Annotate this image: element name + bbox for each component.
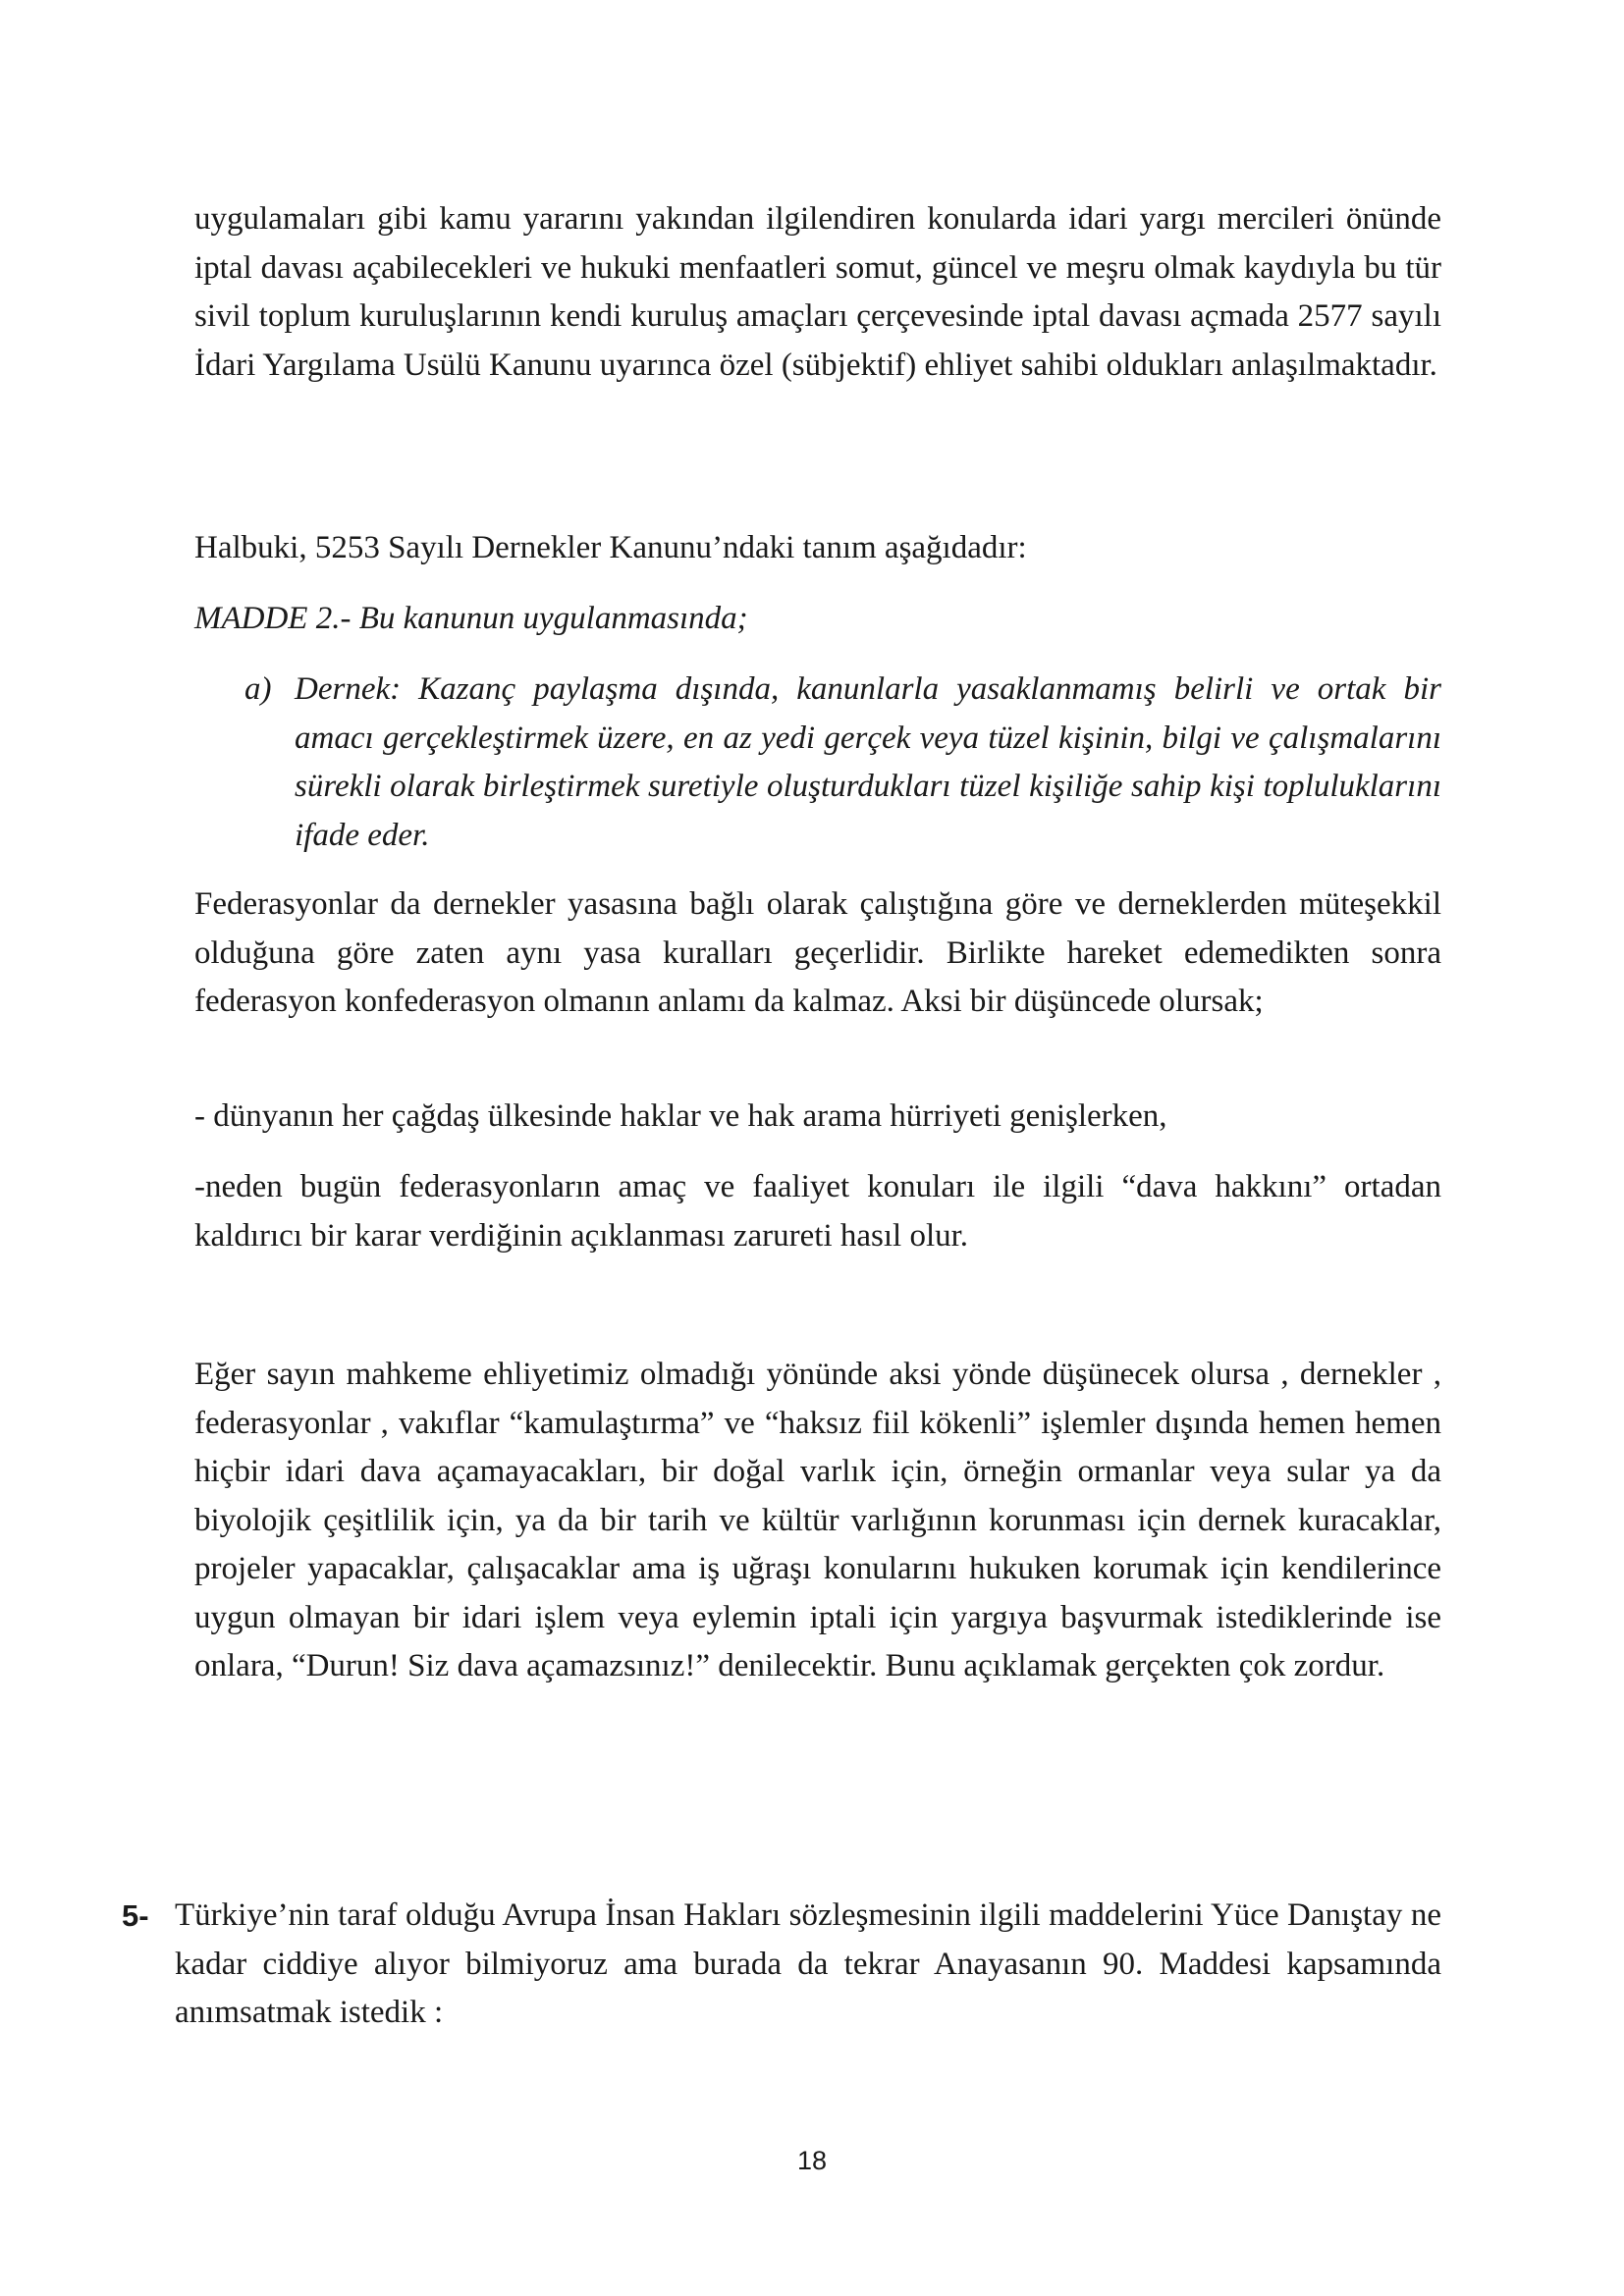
paragraph-federations: Federasyonlar da dernekler yasasına bağlı olarak çalıştığına göre ve derneklerden müteşekkil olduğuna göre zaten aynı yasa kuralları geçerlidir. Birlikte hareket edemedikten sonra federasyon konfederasyon olmanın anlamı da kalmaz. Aksi bir düşüncede olursak; — [194, 886, 1441, 1019]
page-number: 18 — [796, 2146, 828, 2175]
numbered-item-5 — [122, 1892, 1441, 2038]
paragraph-dash-why-decision: -neden bugün federasyonların amaç ve faaliyet konuları ile ilgili “dava hakkını” ortadan kaldırıcı bir karar verdiğinin açıklanması zarureti hasıl olur. — [194, 1169, 1441, 1254]
list-item-a-dernek-definition — [244, 666, 1441, 860]
paragraph-law-definition-intro: Halbuki, 5253 Sayılı Dernekler Kanunu’ndaki tanım aşağıdadır: — [194, 530, 1027, 565]
item-number: 5- — [122, 1898, 149, 1933]
list-marker: a) — [244, 671, 272, 707]
item-text: Türkiye’nin taraf olduğu Avrupa İnsan Hakları sözleşmesinin ilgili maddelerini Yüce Danıştay ne kadar ciddiye alıyor bilmiyoruz ama burada da tekrar Anayasanın 90. Maddesi kapsamında anımsatmak istedik : — [175, 1897, 1441, 2030]
list-item-text: Dernek: Kazanç paylaşma dışında, kanunlarla yasaklanmamış belirli ve ortak bir amacı gerçekleştirmek üzere, en az yedi gerçek veya tüzel kişinin, bilgi ve çalışmalarını sürekli olarak birleştirmek suretiyle oluşturdukları tüzel kişiliğe sahip kişi topluluklarını ifade eder. — [295, 671, 1441, 853]
paragraph-if-court-decides: Eğer sayın mahkeme ehliyetimiz olmadığı yönünde aksi yönde düşünecek olursa , dernekler , federasyonlar , vakıflar “kamulaştırma” ve “haksız fiil kökenli” işlemler dışında hemen hemen hiçbir idari dava açamayacakları, bir doğal varlık için, örneğin ormanlar veya sular ya da biyolojik çeşitlilik için, ya da bir tarih ve kültür varlığının korunması için dernek kuracaklar, projeler yapacaklar, çalışacaklar ama iş uğraşı konularını hukuken korumak için kendilerince uygun olmayan bir idari işlem veya eylemin iptali için yargıya başvurmak istediklerinde ise onlara, “Durun! Siz dava açamazsınız!” denilecektir. Bunu açıklamak gerçekten çok zordur. — [194, 1357, 1441, 1683]
paragraph-article-2-heading: MADDE 2.- Bu kanunun uygulanmasında; — [194, 601, 748, 636]
paragraph-standing-of-ngos: uygulamaları gibi kamu yararını yakından ilgilendiren konularda idari yargı mercileri önünde iptal davası açabilecekleri ve hukuki menfaatleri somut, güncel ve meşru olmak kaydıyla bu tür sivil toplum kuruluşlarının kendi kuruluş amaçları çerçevesinde iptal davası açmada 2577 sayılı İdari Yargılama Usülü Kanunu uyarınca özel (sübjektif) ehliyet sahibi oldukları anlaşılmaktadır. — [194, 201, 1441, 383]
paragraph-dash-rights-expanding: - dünyanın her çağdaş ülkesinde haklar ve hak arama hürriyeti genişlerken, — [194, 1098, 1167, 1134]
